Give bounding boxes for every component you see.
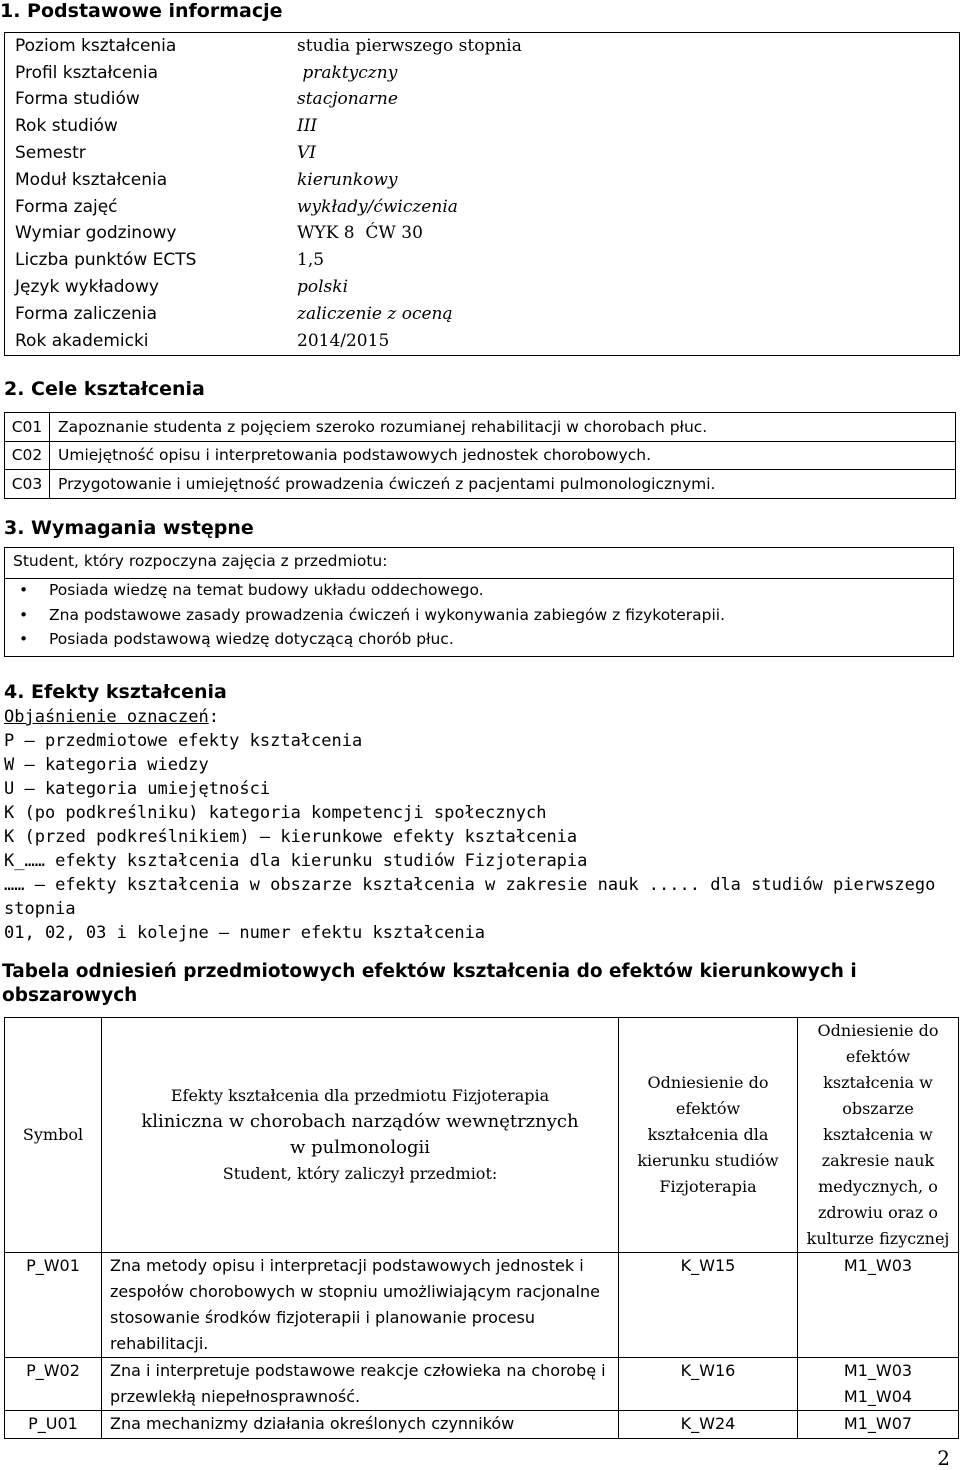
basic-info-value: kierunkowy xyxy=(297,169,398,190)
section-1-title: 1. Podstawowe informacje xyxy=(0,0,283,22)
requirement-item xyxy=(5,578,725,603)
row-kierunek: K_W24 xyxy=(619,1411,798,1439)
row-description: Zna mechanizmy działania określonych czynników xyxy=(102,1411,619,1439)
requirement-item xyxy=(5,627,725,652)
basic-info-row xyxy=(5,113,960,140)
legend-line: stopnia xyxy=(4,899,76,919)
table-row xyxy=(5,1411,959,1439)
requirement-text: Posiada podstawową wiedzę dotyczącą chorób płuc. xyxy=(49,630,454,648)
bullet-icon: • xyxy=(19,630,29,648)
legend-line: …… – efekty kształcenia w obszarze kształcenia w zakresie nauk ..... dla studiów pierwszego xyxy=(4,875,936,895)
row-kierunek: K_W15 xyxy=(619,1253,798,1358)
basic-info-row xyxy=(5,87,960,114)
basic-info-value: praktyczny xyxy=(297,62,398,83)
legend-heading-colon: : xyxy=(208,707,219,727)
basic-info-key: Rok akademicki xyxy=(15,330,149,351)
reference-table xyxy=(4,1017,959,1439)
goal-text: Przygotowanie i umiejętność prowadzenia ćwiczeń z pacjentami pulmonologicznymi. xyxy=(50,470,956,499)
page-number: 2 xyxy=(937,1446,950,1470)
basic-info-value: stacjonarne xyxy=(297,89,398,110)
row-obszar: M1_W07 xyxy=(798,1411,959,1439)
requirement-text: Posiada wiedzę na temat budowy układu oddechowego. xyxy=(49,581,484,599)
basic-info-key: Forma zajęć xyxy=(15,196,118,217)
bullet-icon: • xyxy=(19,605,29,624)
header-desc-line4: Student, który zaliczył przedmiot: xyxy=(222,1164,498,1183)
row-description: Zna i interpretuje podstawowe reakcje człowieka na chorobę i przewlekłą niepełnosprawność. xyxy=(102,1358,619,1411)
basic-info-key: Forma zaliczenia xyxy=(15,303,158,324)
requirement-item xyxy=(5,603,725,628)
basic-info-value: WYK 8 ĆW 30 xyxy=(297,223,423,244)
legend-heading xyxy=(4,707,219,727)
header-desc-line3: w pulmonologii xyxy=(290,1137,430,1158)
goal-row xyxy=(5,470,956,499)
legend-line: U – kategoria umiejętności xyxy=(4,779,271,799)
basic-info-key: Liczba punktów ECTS xyxy=(15,250,197,271)
requirement-text: Zna podstawowe zasady prowadzenia ćwiczeń i wykonywania zabiegów z fizykoterapii. xyxy=(49,605,726,624)
goal-code: C03 xyxy=(5,470,50,499)
legend-line: W – kategoria wiedzy xyxy=(4,755,209,775)
reference-table-title: Tabela odniesień przedmiotowych efektów kształcenia do efektów kierunkowych i obszarowych xyxy=(2,961,857,1006)
basic-info-row xyxy=(5,328,960,355)
requirements-list xyxy=(5,578,725,652)
legend-line: 01, 02, 03 i kolejne – numer efektu kształcenia xyxy=(4,923,486,943)
goal-row xyxy=(5,413,956,442)
requirements-box xyxy=(4,547,954,657)
row-symbol: P_W02 xyxy=(5,1358,102,1411)
basic-info-key: Rok studiów xyxy=(15,116,118,137)
basic-info-value: 2014/2015 xyxy=(297,330,390,351)
legend-line: P – przedmiotowe efekty kształcenia xyxy=(4,731,363,751)
row-description: Zna metody opisu i interpretacji podstawowych jednostek i zespołów chorobowych w stopniu umożliwiającym racjonalne stosowanie środków fizjoterapii i planowanie procesu rehabilitacji. xyxy=(102,1253,619,1358)
requirements-intro: Student, który rozpoczyna zajęcia z przedmiotu: xyxy=(13,552,388,570)
section-2-title: 2. Cele kształcenia xyxy=(4,378,205,400)
basic-info-value: wykłady/ćwiczenia xyxy=(297,196,458,217)
row-obszar: M1_W03 xyxy=(798,1253,959,1358)
basic-info-value: VI xyxy=(297,143,316,164)
basic-info-row xyxy=(5,274,960,301)
header-symbol: Symbol xyxy=(5,1018,102,1253)
basic-info-table xyxy=(4,32,960,356)
legend-line: K_…… efekty kształcenia dla kierunku studiów Fizjoterapia xyxy=(4,851,588,871)
legend-heading-text: Objaśnienie oznaczeń xyxy=(4,707,209,727)
basic-info-value: studia pierwszego stopnia xyxy=(297,35,522,56)
basic-info-value: polski xyxy=(297,277,349,298)
row-symbol: P_U01 xyxy=(5,1411,102,1439)
goal-code: C01 xyxy=(5,413,50,442)
basic-info-key: Semestr xyxy=(15,143,86,164)
basic-info-key: Forma studiów xyxy=(15,89,140,110)
goal-text: Umiejętność opisu i interpretowania podstawowych jednostek chorobowych. xyxy=(50,441,956,470)
header-description xyxy=(102,1018,619,1253)
basic-info-row xyxy=(5,301,960,328)
header-kierunek: Odniesienie do efektów kształcenia dla kierunku studiów Fizjoterapia xyxy=(619,1018,798,1253)
basic-info-key: Poziom kształcenia xyxy=(15,35,177,56)
basic-info-value: III xyxy=(297,116,318,137)
basic-info-row xyxy=(5,33,960,60)
basic-info-value: zaliczenie z oceną xyxy=(297,303,453,324)
basic-info-row xyxy=(5,247,960,274)
basic-info-row xyxy=(5,221,960,248)
basic-info-row xyxy=(5,60,960,87)
goal-code: C02 xyxy=(5,441,50,470)
header-obszar: Odniesienie do efektów kształcenia w obszarze kształcenia w zakresie nauk medycznych, o zdrowiu oraz o kulturze fizycznej xyxy=(798,1018,959,1253)
legend-line: K (przed podkreślnikiem) – kierunkowe efekty kształcenia xyxy=(4,827,578,847)
goal-row xyxy=(5,441,956,470)
row-kierunek: K_W16 xyxy=(619,1358,798,1411)
header-desc-line1: Efekty kształcenia dla przedmiotu Fizjoterapia xyxy=(170,1086,550,1105)
basic-info-key: Język wykładowy xyxy=(15,277,159,298)
section-4-title: 4. Efekty kształcenia xyxy=(4,681,227,703)
basic-info-key: Profil kształcenia xyxy=(15,62,159,83)
row-symbol: P_W01 xyxy=(5,1253,102,1358)
basic-info-row xyxy=(5,140,960,167)
table-row xyxy=(5,1358,959,1411)
goals-table xyxy=(4,412,956,499)
basic-info-value: 1,5 xyxy=(297,250,325,271)
section-3-title: 3. Wymagania wstępne xyxy=(4,517,254,539)
legend-line: K (po podkreślniku) kategoria kompetencji społecznych xyxy=(4,803,547,823)
goal-text: Zapoznanie studenta z pojęciem szeroko rozumianej rehabilitacji w chorobach płuc. xyxy=(50,413,956,442)
table-row xyxy=(5,1253,959,1358)
basic-info-key: Wymiar godzinowy xyxy=(15,223,177,244)
bullet-icon: • xyxy=(19,581,29,599)
basic-info-key: Moduł kształcenia xyxy=(15,169,168,190)
header-desc-line2: kliniczna w chorobach narządów wewnętrznych xyxy=(141,1111,579,1132)
basic-info-row xyxy=(5,194,960,221)
basic-info-row xyxy=(5,167,960,194)
row-obszar: M1_W03 M1_W04 xyxy=(798,1358,959,1411)
